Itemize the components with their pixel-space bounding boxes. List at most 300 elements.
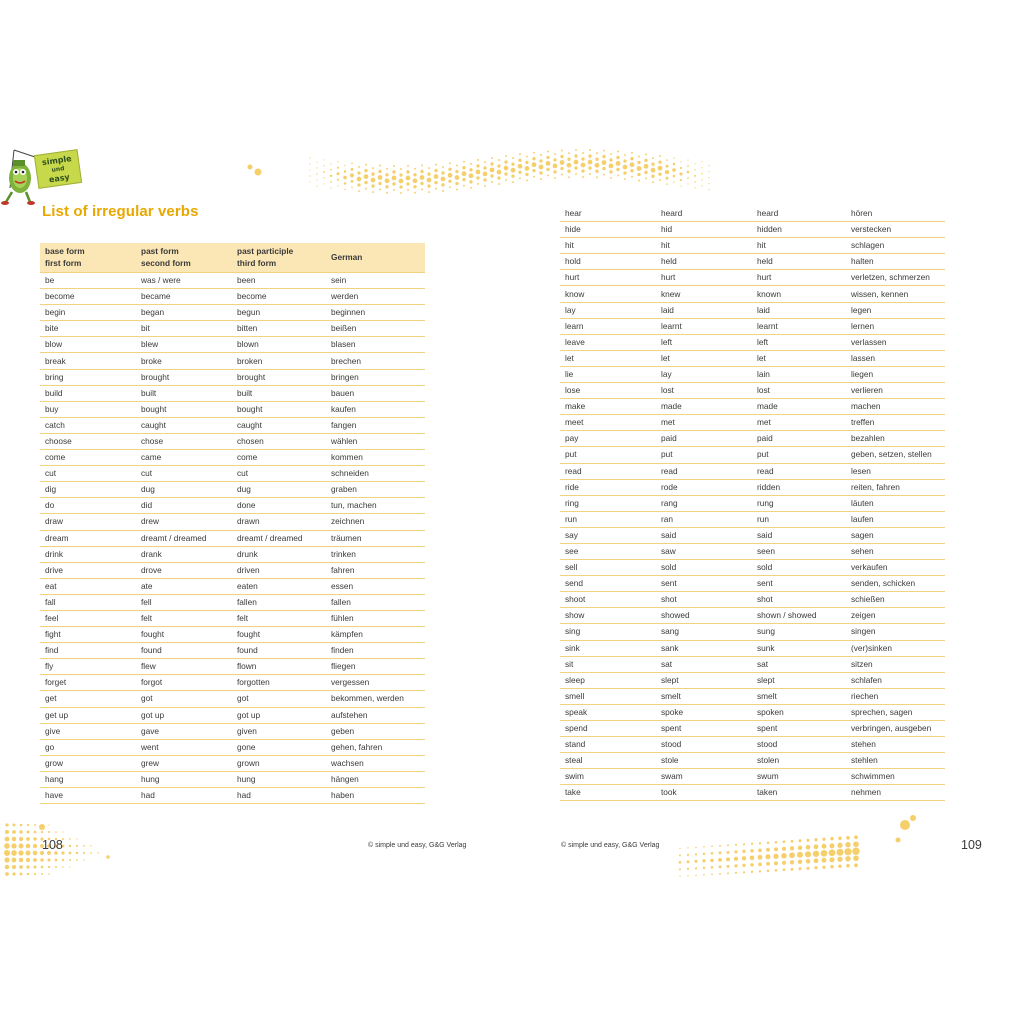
past-participle-cell: stood	[752, 737, 846, 753]
decor-dot	[497, 164, 500, 167]
past-form-cell: lost	[656, 383, 752, 399]
decor-dot	[69, 838, 71, 840]
decor-dot	[20, 873, 23, 876]
page-number-left: 108	[42, 838, 63, 852]
german-cell: legen	[846, 302, 945, 318]
table-row	[560, 656, 945, 672]
decor-dot	[62, 866, 64, 868]
decor-dot	[581, 169, 584, 172]
decor-dot	[791, 840, 794, 843]
past-participle-cell: sat	[752, 656, 846, 672]
decor-dot	[5, 823, 8, 826]
german-cell: beginnen	[326, 305, 425, 321]
table-row	[560, 399, 945, 415]
table-row	[40, 691, 425, 707]
past-participle-cell: had	[232, 788, 326, 804]
past-form-cell: hit	[656, 238, 752, 254]
decor-dot	[694, 175, 696, 177]
german-cell: verletzen, schmerzen	[846, 270, 945, 286]
decor-dot	[547, 174, 549, 176]
decor-dot	[680, 185, 681, 186]
table-row	[40, 305, 425, 321]
table-row	[40, 739, 425, 755]
german-cell: haben	[326, 788, 425, 804]
decor-dot	[900, 820, 910, 830]
german-cell: fangen	[326, 417, 425, 433]
past-participle-cell: found	[232, 643, 326, 659]
decor-dot	[371, 178, 376, 183]
decor-dot	[791, 868, 794, 871]
base-form-cell: learn	[560, 318, 656, 334]
past-form-cell: gave	[136, 723, 232, 739]
header-past-participle	[232, 243, 326, 273]
decor-dot	[574, 154, 577, 157]
past-participle-cell: driven	[232, 562, 326, 578]
decor-dot	[364, 169, 367, 172]
decor-dot	[680, 161, 681, 162]
german-cell: reiten, fahren	[846, 479, 945, 495]
decor-dot	[603, 174, 605, 176]
decor-dot	[526, 155, 528, 157]
decor-dot	[483, 178, 486, 181]
table-row	[560, 608, 945, 624]
table-row	[40, 578, 425, 594]
decor-dot	[798, 860, 802, 864]
decor-dot	[372, 167, 374, 169]
decor-dot	[719, 865, 722, 868]
decor-dot	[33, 837, 36, 840]
past-participle-cell: done	[232, 498, 326, 514]
decor-dot	[852, 848, 859, 855]
table-row	[560, 624, 945, 640]
table-row	[560, 302, 945, 318]
decor-dot	[547, 150, 549, 152]
decor-dot	[97, 852, 98, 853]
decor-dot	[55, 866, 57, 868]
decor-dot	[603, 150, 605, 152]
past-participle-cell: hit	[752, 238, 846, 254]
decor-dot	[595, 163, 600, 168]
decor-dot	[719, 851, 722, 854]
decor-dot	[694, 169, 695, 170]
base-form-cell: sing	[560, 624, 656, 640]
decor-dot	[427, 184, 430, 187]
table-row	[560, 286, 945, 302]
german-cell: geben	[326, 723, 425, 739]
decor-dot	[631, 152, 633, 154]
decor-dot	[344, 170, 347, 173]
decor-dot	[666, 177, 669, 180]
decor-dot	[309, 181, 310, 182]
decor-dot	[371, 172, 374, 175]
base-form-cell: stand	[560, 737, 656, 753]
decor-dot	[679, 861, 682, 864]
decor-dot	[644, 171, 647, 174]
past-form-cell: hurt	[656, 270, 752, 286]
decor-dot	[462, 171, 467, 176]
table-row	[560, 383, 945, 399]
decor-dot	[378, 182, 381, 185]
decor-dot	[734, 857, 738, 861]
decor-dot	[420, 175, 425, 180]
decor-dot	[609, 164, 614, 169]
table-row	[560, 592, 945, 608]
decor-dot	[694, 181, 695, 182]
decor-dot	[106, 855, 110, 859]
past-participle-cell: met	[752, 415, 846, 431]
decor-dot	[742, 850, 745, 853]
past-form-cell: drove	[136, 562, 232, 578]
decor-dot	[651, 168, 656, 173]
decor-dot	[759, 842, 761, 844]
decor-dot	[421, 165, 423, 167]
decor-dot	[679, 854, 681, 856]
past-participle-cell: drunk	[232, 546, 326, 562]
decor-dot	[567, 158, 570, 161]
decor-dot	[372, 191, 374, 193]
past-participle-cell: drawn	[232, 514, 326, 530]
base-form-cell: smell	[560, 688, 656, 704]
decor-dot	[645, 153, 647, 155]
table-row	[560, 576, 945, 592]
table-row	[40, 337, 425, 353]
past-participle-cell: brought	[232, 369, 326, 385]
badge-line: easy	[48, 172, 71, 184]
table-row	[40, 289, 425, 305]
past-form-cell: lay	[656, 366, 752, 382]
decor-dot	[12, 837, 17, 842]
decor-dot	[719, 873, 721, 875]
decor-dot	[420, 182, 423, 185]
decor-dot	[703, 874, 705, 876]
past-form-cell: grew	[136, 755, 232, 771]
past-form-cell: got	[136, 691, 232, 707]
decor-dot	[469, 168, 472, 171]
decor-dot	[330, 181, 332, 183]
decor-dot	[255, 169, 262, 176]
decor-dot	[442, 166, 444, 168]
decor-dot	[12, 858, 17, 863]
decor-dot	[774, 847, 778, 851]
decor-dot	[553, 158, 556, 161]
past-form-cell: felt	[136, 610, 232, 626]
base-form-cell: hold	[560, 254, 656, 270]
base-form-cell: lay	[560, 302, 656, 318]
decor-dot	[742, 864, 745, 867]
decor-dot	[666, 165, 669, 168]
decor-dot	[673, 157, 674, 158]
german-cell: aufstehen	[326, 707, 425, 723]
table-row	[40, 771, 425, 787]
german-cell: liegen	[846, 366, 945, 382]
decor-dot	[470, 187, 472, 189]
german-cell: singen	[846, 624, 945, 640]
decor-dot	[814, 838, 817, 841]
decor-dot	[323, 165, 324, 166]
decor-dot	[845, 856, 850, 861]
decor-dot	[526, 179, 528, 181]
past-participle-cell: caught	[232, 417, 326, 433]
table-row	[40, 530, 425, 546]
base-form-cell: take	[560, 785, 656, 801]
decor-dot	[441, 171, 444, 174]
decor-dot	[799, 867, 802, 870]
decor-dot	[351, 168, 354, 171]
decor-dot	[695, 875, 697, 877]
decor-dot	[512, 181, 514, 183]
decor-dot	[407, 165, 409, 167]
past-form-cell: took	[656, 785, 752, 801]
decor-dot	[323, 183, 324, 184]
base-form-cell: make	[560, 399, 656, 415]
german-cell: sagen	[846, 527, 945, 543]
decor-dot	[687, 159, 688, 160]
decor-dot	[511, 168, 516, 173]
german-cell: riechen	[846, 688, 945, 704]
table-row	[40, 627, 425, 643]
decor-dot	[47, 858, 50, 861]
decor-dot	[484, 161, 486, 163]
base-form-cell: catch	[40, 417, 136, 433]
decor-dot	[351, 186, 353, 188]
base-form-cell: say	[560, 527, 656, 543]
top-dots-decoration	[240, 140, 760, 210]
decor-dot	[844, 848, 851, 855]
past-form-cell: showed	[656, 608, 752, 624]
past-participle-cell: been	[232, 273, 326, 289]
decor-dot	[687, 183, 688, 184]
table-row	[40, 755, 425, 771]
decor-dot	[589, 173, 591, 175]
decor-dot	[26, 844, 31, 849]
past-participle-cell: stolen	[752, 753, 846, 769]
german-cell: schlafen	[846, 672, 945, 688]
decor-dot	[400, 168, 402, 170]
page-number-right: 109	[961, 838, 982, 852]
decor-dot	[616, 156, 619, 159]
decor-dot	[519, 177, 521, 179]
base-form-cell: speak	[560, 704, 656, 720]
past-participle-cell: ridden	[752, 479, 846, 495]
base-form-cell: lie	[560, 366, 656, 382]
decor-dot	[483, 166, 486, 169]
german-cell: fahren	[326, 562, 425, 578]
german-cell: verlieren	[846, 383, 945, 399]
past-form-cell: sent	[656, 576, 752, 592]
decor-dot	[829, 857, 834, 862]
decor-dot	[637, 173, 640, 176]
decor-dot	[822, 866, 825, 869]
decor-dot	[896, 838, 901, 843]
table-row	[560, 415, 945, 431]
table-row	[40, 610, 425, 626]
decor-dot	[679, 848, 680, 849]
past-form-cell: caught	[136, 417, 232, 433]
past-participle-cell: bought	[232, 401, 326, 417]
decor-dot	[703, 853, 705, 855]
decor-dot	[638, 180, 640, 182]
decor-dot	[455, 175, 460, 180]
decor-dot	[539, 159, 542, 162]
decor-dot	[379, 165, 381, 167]
decor-dot	[399, 173, 402, 176]
decor-dot	[90, 845, 91, 846]
decor-dot	[638, 156, 640, 158]
decor-dot	[711, 845, 713, 847]
past-form-cell: did	[136, 498, 232, 514]
decor-dot	[727, 865, 730, 868]
past-participle-cell: dreamt / dreamed	[232, 530, 326, 546]
table-row	[40, 514, 425, 530]
decor-dot	[11, 850, 17, 856]
decor-dot	[838, 865, 842, 869]
past-form-cell: smelt	[656, 688, 752, 704]
decor-dot	[455, 182, 458, 185]
table-row	[560, 560, 945, 576]
decor-dot	[316, 185, 317, 186]
past-participle-cell: forgotten	[232, 675, 326, 691]
decor-dot	[41, 873, 43, 875]
decor-dot	[775, 869, 778, 872]
simple-und-easy-badge	[34, 149, 82, 189]
decor-dot	[525, 166, 530, 171]
past-form-cell: said	[656, 527, 752, 543]
decor-dot	[546, 168, 549, 171]
base-form-cell: buy	[40, 401, 136, 417]
decor-dot	[351, 180, 354, 183]
past-form-cell: slept	[656, 672, 752, 688]
decor-dot	[490, 168, 495, 173]
decor-dot	[26, 865, 29, 868]
decor-dot	[546, 161, 551, 166]
decor-dot	[702, 859, 705, 862]
german-cell: schwimmen	[846, 769, 945, 785]
past-form-cell: became	[136, 289, 232, 305]
past-participle-cell: paid	[752, 431, 846, 447]
decor-dot	[806, 867, 809, 870]
german-cell: wachsen	[326, 755, 425, 771]
german-cell: werden	[326, 289, 425, 305]
decor-dot	[711, 873, 713, 875]
base-form-cell: go	[40, 739, 136, 755]
bottom-left-dots-decoration	[0, 815, 130, 885]
table-row	[560, 753, 945, 769]
table-row	[560, 431, 945, 447]
base-form-cell: give	[40, 723, 136, 739]
decor-dot	[385, 185, 388, 188]
decor-dot	[822, 844, 827, 849]
past-form-cell: drew	[136, 514, 232, 530]
german-cell: verstecken	[846, 222, 945, 238]
decor-dot	[727, 851, 730, 854]
past-participle-cell: hung	[232, 771, 326, 787]
german-cell: schneiden	[326, 466, 425, 482]
past-form-cell: got up	[136, 707, 232, 723]
base-form-cell: let	[560, 350, 656, 366]
past-participle-cell: sunk	[752, 640, 846, 656]
decor-dot	[248, 165, 253, 170]
german-cell: fallen	[326, 594, 425, 610]
decor-dot	[330, 187, 331, 188]
page-title: List of irregular verbs	[42, 203, 199, 220]
base-form-cell: feel	[40, 610, 136, 626]
base-form-cell: come	[40, 450, 136, 466]
past-participle-cell: eaten	[232, 578, 326, 594]
past-form-cell: found	[136, 643, 232, 659]
decor-dot	[560, 155, 563, 158]
decor-dot	[767, 870, 770, 873]
decor-dot	[829, 843, 834, 848]
decor-dot	[616, 161, 621, 166]
past-form-cell: rang	[656, 495, 752, 511]
german-cell: (ver)sinken	[846, 640, 945, 656]
decor-dot	[48, 824, 49, 825]
base-form-cell: see	[560, 543, 656, 559]
past-participle-cell: sold	[752, 560, 846, 576]
german-cell: sein	[326, 273, 425, 289]
base-form-cell: ride	[560, 479, 656, 495]
past-participle-cell: felt	[232, 610, 326, 626]
decor-dot	[497, 170, 502, 175]
past-form-cell: brought	[136, 369, 232, 385]
past-form-cell: dug	[136, 482, 232, 498]
decor-dot	[775, 841, 778, 844]
decor-dot	[392, 170, 395, 173]
decor-dot	[561, 174, 563, 176]
decor-dot	[624, 154, 626, 156]
table-row	[40, 498, 425, 514]
decor-dot	[19, 830, 22, 833]
decor-dot	[630, 157, 633, 160]
decor-dot	[427, 172, 430, 175]
decor-dot	[26, 851, 31, 856]
table-row	[40, 353, 425, 369]
decor-dot	[790, 846, 794, 850]
decor-dot	[469, 180, 472, 183]
base-form-cell: get	[40, 691, 136, 707]
decor-dot	[90, 852, 92, 854]
decor-dot	[477, 159, 479, 161]
decor-dot	[853, 841, 859, 847]
german-cell: vergessen	[326, 675, 425, 691]
decor-dot	[781, 853, 787, 859]
decor-dot	[758, 848, 762, 852]
decor-dot	[735, 844, 737, 846]
decor-dot	[357, 177, 362, 182]
decor-dot	[783, 840, 786, 843]
past-participle-cell: shot	[752, 592, 846, 608]
past-form-cell: left	[656, 334, 752, 350]
german-cell: gehen, fahren	[326, 739, 425, 755]
decor-dot	[476, 176, 479, 179]
base-form-cell: sit	[560, 656, 656, 672]
decor-dot	[687, 860, 690, 863]
base-form-cell: sell	[560, 560, 656, 576]
german-cell: sprechen, sagen	[846, 704, 945, 720]
decor-dot	[658, 160, 661, 163]
decor-dot	[854, 863, 858, 867]
past-participle-cell: let	[752, 350, 846, 366]
decor-dot	[476, 169, 481, 174]
past-form-cell: stole	[656, 753, 752, 769]
decor-dot	[386, 192, 388, 194]
decor-dot	[659, 155, 661, 157]
table-row	[560, 463, 945, 479]
decor-dot	[448, 173, 453, 178]
decor-dot	[701, 167, 702, 168]
base-form-cell: drink	[40, 546, 136, 562]
decor-dot	[750, 863, 753, 866]
